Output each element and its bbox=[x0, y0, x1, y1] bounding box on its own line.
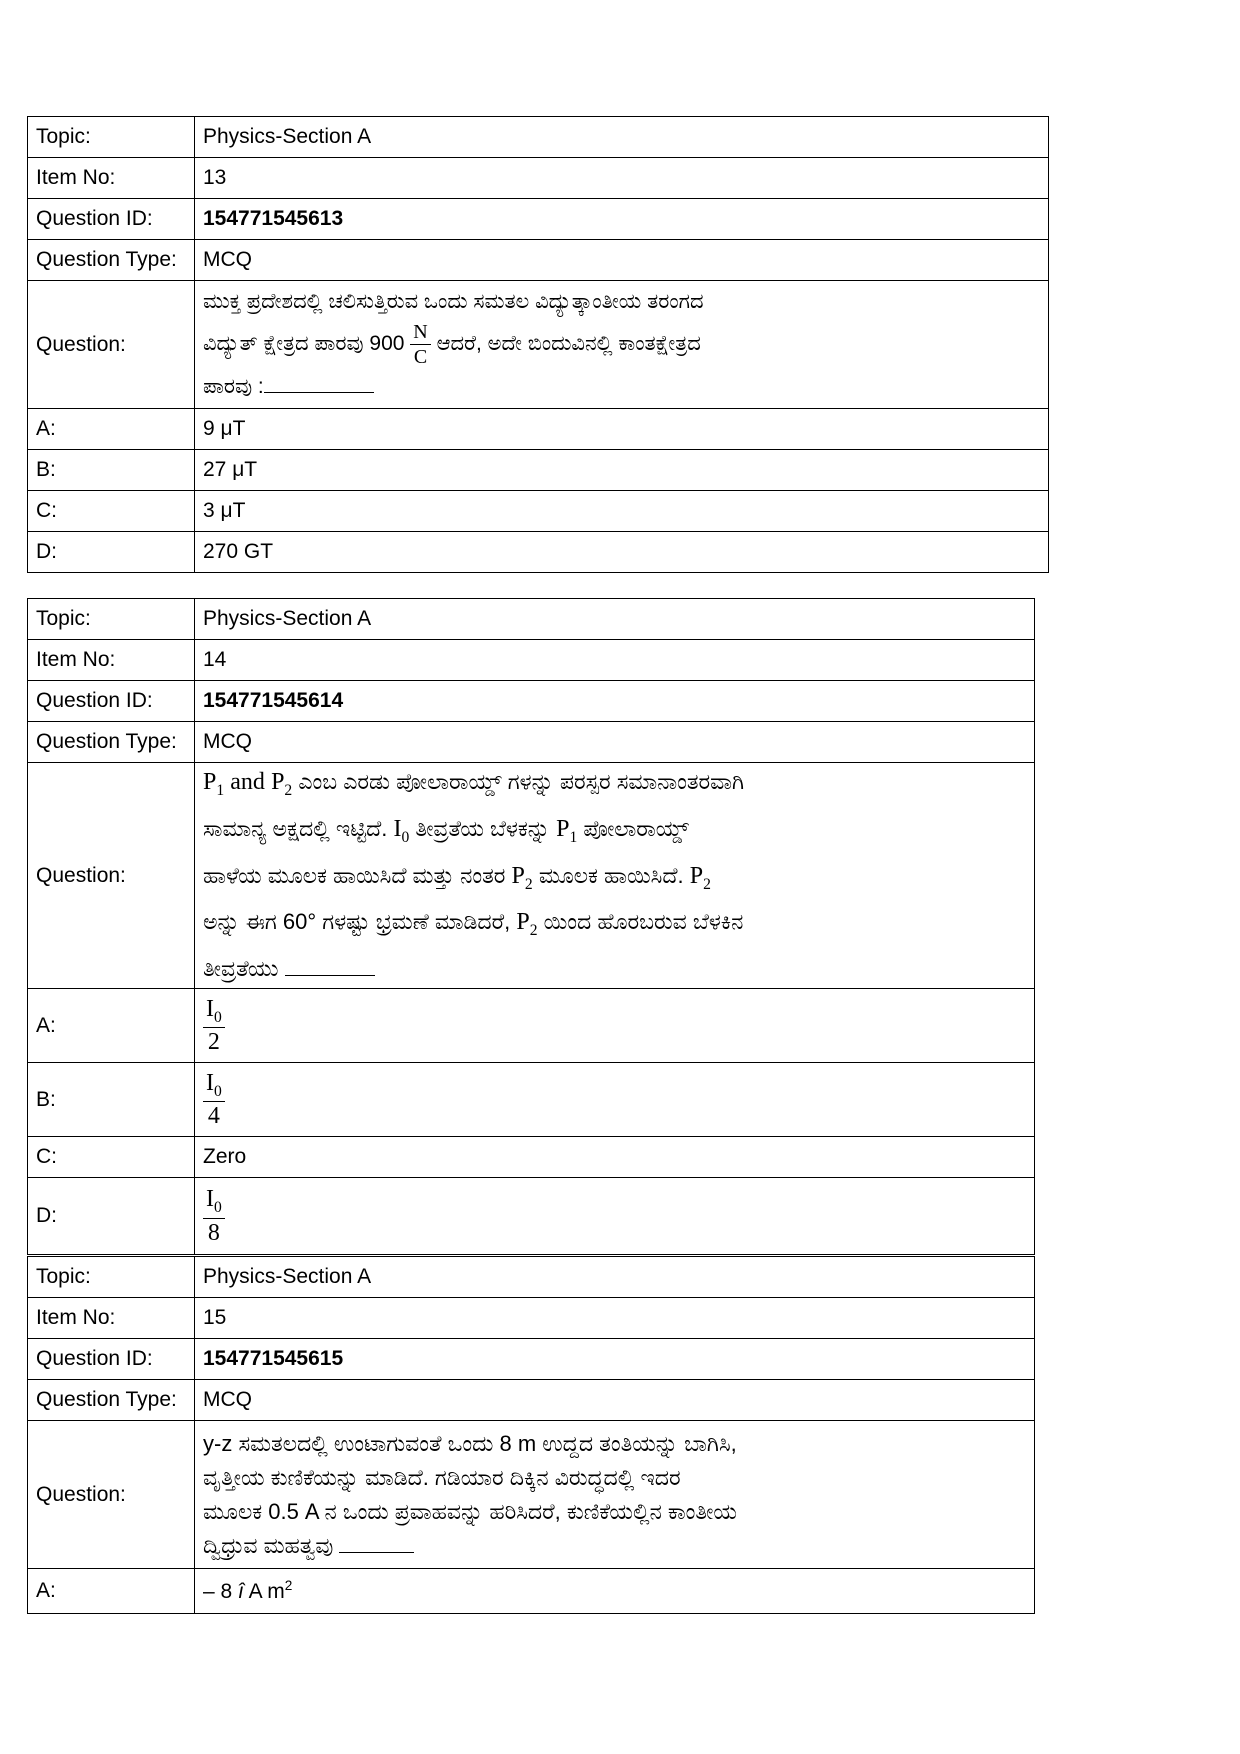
question-text-segment: ಪೋಲಾರಾಯ್ಡ್ bbox=[583, 815, 689, 841]
question-line bbox=[203, 322, 1040, 367]
question-type-value: MCQ bbox=[195, 722, 1035, 763]
question-text-segment: ಯಿಂದ ಹೊರಬರುವ ಬೆಳಕಿನ bbox=[543, 909, 744, 935]
question-line bbox=[203, 1529, 1026, 1563]
question-label: Question: bbox=[28, 281, 195, 409]
fraction-i0-over-2: $\frac{I_0}{2}$ bbox=[203, 997, 225, 1054]
question-card-13 bbox=[27, 116, 1049, 573]
topic-label: Topic: bbox=[28, 117, 195, 158]
option-c-value: 3 μT bbox=[195, 491, 1049, 532]
fraction-i0-over-4: $\frac{I_0}{4}$ bbox=[203, 1071, 225, 1128]
topic-label: Topic: bbox=[28, 599, 195, 640]
option-a-label: A: bbox=[28, 409, 195, 450]
question-id-value: 154771545613 bbox=[195, 199, 1049, 240]
question-id-label: Question ID: bbox=[28, 199, 195, 240]
question-label: Question: bbox=[28, 763, 195, 989]
question-type-value: MCQ bbox=[195, 240, 1049, 281]
topic-value: Physics-Section A bbox=[195, 599, 1035, 640]
question-card-14 bbox=[27, 598, 1035, 1255]
polaroid-p2: $P_2$ bbox=[271, 769, 293, 799]
item-no-label: Item No: bbox=[28, 1298, 195, 1339]
item-no-value: 14 bbox=[195, 640, 1035, 681]
option-d-label: D: bbox=[28, 1178, 195, 1255]
question-type-label: Question Type: bbox=[28, 722, 195, 763]
option-a-label: A: bbox=[28, 989, 195, 1063]
option-b-value bbox=[195, 1063, 1035, 1137]
option-b-value: 27 μT bbox=[195, 450, 1049, 491]
option-b-label: B: bbox=[28, 1063, 195, 1137]
question-type-label: Question Type: bbox=[28, 1380, 195, 1421]
item-no-label: Item No: bbox=[28, 640, 195, 681]
polaroid-p2: $P_2$ bbox=[511, 862, 533, 893]
option-c-label: C: bbox=[28, 1137, 195, 1178]
question-line bbox=[203, 950, 1026, 988]
question-text-segment: ಸಾಮಾನ್ಯ ಅಕ್ಷದಲ್ಲಿ ಇಟ್ಟಿದೆ. bbox=[203, 815, 388, 841]
option-a-value bbox=[195, 989, 1035, 1063]
question-text-segment: ಎಂಬ ಎರಡು ಪೋಲಾರಾಯ್ಡ್ ಗಳನ್ನು ಪರಸ್ಪರ ಸಮಾನಾಂತರವಾಗಿ bbox=[298, 769, 745, 794]
option-d-value: 270 GT bbox=[195, 532, 1049, 573]
question-line: ಮುಕ್ತ ಪ್ರದೇಶದಲ್ಲಿ ಚಲಿಸುತ್ತಿರುವ ಒಂದು ಸಮತಲ ವಿದ್ಯುತ್ಕಾಂತೀಯ ತರಂಗದ bbox=[203, 290, 704, 313]
question-text-segment: ಹಾಳೆಯ ಮೂಲಕ ಹಾಯಿಸಿದೆ ಮತ್ತು ನಂತರ bbox=[203, 862, 506, 888]
question-id-value: 154771545614 bbox=[195, 681, 1035, 722]
topic-value: Physics-Section A bbox=[195, 117, 1049, 158]
question-label: Question: bbox=[28, 1421, 195, 1569]
question-line bbox=[203, 857, 1026, 904]
question-text-segment: ತೀವ್ರತೆಯು bbox=[203, 956, 279, 982]
question-card-15 bbox=[27, 1256, 1035, 1614]
answer-blank bbox=[264, 392, 374, 393]
question-line bbox=[203, 810, 1026, 857]
intensity-i0: $I_0$ bbox=[393, 815, 410, 846]
topic-value: Physics-Section A bbox=[195, 1257, 1035, 1298]
question-line: ವೃತ್ತೀಯ ಕುಣಿಕೆಯನ್ನು ಮಾಡಿದೆ. ಗಡಿಯಾರ ದಿಕ್ಕಿನ ವಿರುದ್ಧದಲ್ಲಿ ಇದರ bbox=[203, 1464, 681, 1490]
and-word: and bbox=[230, 769, 265, 795]
fraction-denominator: C bbox=[413, 346, 428, 368]
fraction-numerator: N bbox=[410, 322, 430, 345]
question-text-segment: ಮೂಲಕ ಹಾಯಿಸಿದೆ. bbox=[538, 862, 684, 888]
question-line: y-z ಸಮತಲದಲ್ಲಿ ಉಂಟಾಗುವಂತೆ ಒಂದು 8 m ಉದ್ದದ ತಂತಿಯನ್ನು ಬಾಗಿಸಿ, bbox=[203, 1430, 737, 1456]
item-no-value: 13 bbox=[195, 158, 1049, 199]
question-text-segment: ತೀವ್ರತೆಯ ಬೆಳಕನ್ನು bbox=[415, 815, 550, 841]
question-line bbox=[203, 763, 1026, 810]
answer-blank bbox=[339, 1552, 414, 1553]
question-text-segment: ವಿದ್ಯುತ್ ಕ್ಷೇತ್ರದ ಪಾರವು 900 bbox=[203, 332, 405, 356]
option-a-label: A: bbox=[28, 1569, 195, 1614]
polaroid-p2: $P_2$ bbox=[689, 862, 711, 893]
fraction-n-over-c bbox=[410, 322, 430, 367]
item-no-label: Item No: bbox=[28, 158, 195, 199]
question-line: ಮೂಲಕ 0.5 A ನ ಒಂದು ಪ್ರವಾಹವನ್ನು ಹರಿಸಿದರೆ, ಕುಣಿಕೆಯಲ್ಲಿನ ಕಾಂತೀಯ bbox=[203, 1498, 737, 1524]
question-type-value: MCQ bbox=[195, 1380, 1035, 1421]
item-no-value: 15 bbox=[195, 1298, 1035, 1339]
question-text bbox=[195, 1421, 1035, 1569]
fraction-i0-over-8: $\frac{I_0}{8}$ bbox=[203, 1187, 225, 1244]
option-d-value bbox=[195, 1178, 1035, 1255]
question-text-segment: ಪಾರವು : bbox=[203, 375, 264, 398]
polaroid-p2: $P_2$ bbox=[516, 909, 538, 940]
question-id-label: Question ID: bbox=[28, 681, 195, 722]
question-id-label: Question ID: bbox=[28, 1339, 195, 1380]
topic-label: Topic: bbox=[28, 1257, 195, 1298]
question-id-value: 154771545615 bbox=[195, 1339, 1035, 1380]
question-text-segment: ದ್ವಿಧ್ರುವ ಮಹತ್ವವು bbox=[203, 1532, 334, 1558]
question-type-label: Question Type: bbox=[28, 240, 195, 281]
option-a-value: 9 μT bbox=[195, 409, 1049, 450]
answer-blank bbox=[285, 975, 375, 976]
polaroid-p1: $P_1$ bbox=[203, 769, 225, 799]
question-line bbox=[203, 367, 1040, 407]
polaroid-p1: $P_1$ bbox=[556, 815, 578, 846]
option-b-label: B: bbox=[28, 450, 195, 491]
option-d-label: D: bbox=[28, 532, 195, 573]
question-text bbox=[195, 281, 1049, 409]
question-text-segment: ಆದರೆ, ಅದೇ ಬಿಂದುವಿನಲ್ಲಿ ಕಾಂತಕ್ಷೇತ್ರದ bbox=[436, 332, 701, 356]
option-c-value: Zero bbox=[195, 1137, 1035, 1178]
question-text-segment: ಅನ್ನು ಈಗ 60° ಗಳಷ್ಟು ಭ್ರಮಣೆ ಮಾಡಿದರೆ, bbox=[203, 909, 511, 935]
question-line bbox=[203, 903, 1026, 950]
option-c-label: C: bbox=[28, 491, 195, 532]
unit-vector-i: î bbox=[238, 1580, 244, 1603]
question-text bbox=[195, 763, 1035, 989]
option-a-value: – 8 î A $m^2$ bbox=[195, 1569, 1035, 1614]
